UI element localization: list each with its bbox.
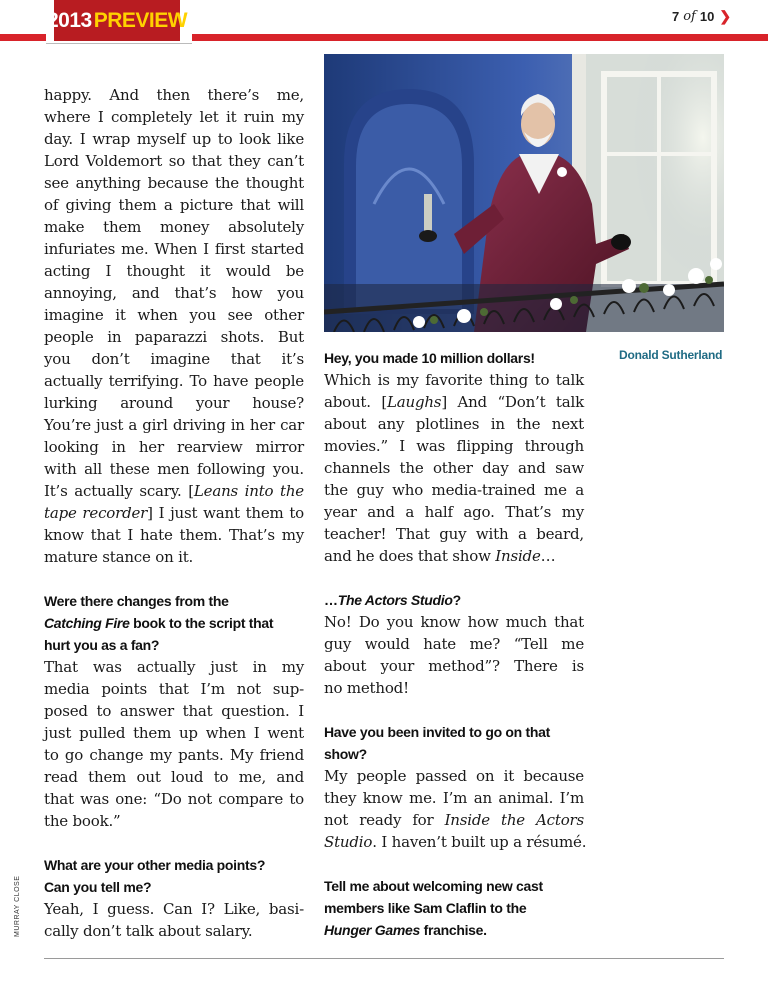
question-heading: show?	[324, 746, 367, 762]
text-run: It’s actually scary. [	[44, 482, 194, 500]
text-line: looking in her rearview mirror	[44, 438, 304, 456]
text-line: know that I hate them. That’s my	[44, 526, 304, 544]
text-line: to go change my pants. My friend	[44, 746, 304, 764]
text-line: media points that I’m not sup-	[44, 680, 304, 698]
show-title: Inside the Actors	[444, 811, 584, 829]
badge-year: 2013	[46, 8, 92, 32]
paragraph-gap	[324, 853, 584, 875]
text-line: where I completely let it ruin my	[44, 108, 304, 126]
article-photo	[324, 54, 724, 332]
text-line: movies.” I was flipping through	[324, 437, 584, 455]
text-line: actually terrifying. To have people	[44, 372, 304, 390]
text-run: not ready for	[324, 811, 445, 829]
text-line: That was actually just in my	[44, 658, 304, 676]
question-heading: members like Sam Claflin to the	[324, 900, 527, 916]
text-line: about any plotlines in the next	[324, 415, 584, 433]
text-line: mature stance on it.	[44, 548, 194, 566]
question-heading: Can you tell me?	[44, 879, 152, 895]
text-line: year and a half ago. That’s my	[324, 503, 584, 521]
text-line: with all these men following you.	[44, 460, 304, 478]
text-run: book to the script that	[129, 615, 274, 631]
text-line: that was one: “Do not compare to	[44, 790, 304, 808]
section-badge-frame	[46, 0, 192, 44]
show-title: The Actors Studio	[337, 592, 453, 608]
show-title: Inside	[495, 547, 541, 565]
question-heading	[324, 919, 584, 941]
text-line: make them money absolutely	[44, 218, 304, 236]
page-total: 10	[699, 9, 715, 24]
paragraph-gap	[44, 568, 304, 590]
paragraph-gap	[324, 567, 584, 589]
text-run: …	[540, 547, 556, 565]
question-heading: What are your other media points?	[44, 857, 266, 873]
text-run: …	[324, 592, 338, 608]
paragraph-gap	[324, 699, 584, 721]
paragraph-gap	[44, 832, 304, 854]
text-line: You’re just a girl driving in her car	[44, 416, 304, 434]
text-line: infuriates me. When I first started	[44, 240, 304, 258]
text-line	[324, 391, 584, 413]
text-line: Which is my favorite thing to talk	[324, 371, 584, 389]
stage-direction: tape recorder	[44, 504, 148, 522]
text-line: No! Do you know how much that	[324, 613, 584, 631]
text-run: about. [	[324, 393, 387, 411]
text-run: franchise.	[420, 922, 487, 938]
text-line: about your method”? There is	[324, 657, 584, 675]
text-line: My people passed on it because	[324, 767, 584, 785]
text-line: read them out loud to me, and	[44, 768, 304, 786]
text-line: cally don’t talk about salary.	[44, 922, 253, 940]
text-line: the book.”	[44, 812, 121, 830]
text-line	[324, 831, 587, 853]
question-heading: Have you been invited to go on that	[324, 724, 550, 740]
text-line: no method!	[324, 679, 409, 697]
page-of: of	[683, 9, 696, 24]
text-line: channels the other day and saw	[324, 459, 584, 477]
photo-illustration	[324, 54, 724, 332]
text-line: acting I thought it would be	[44, 262, 304, 280]
text-line	[324, 809, 584, 831]
page-current: 7	[672, 9, 680, 24]
question-heading: Hey, you made 10 million dollars!	[324, 350, 535, 366]
text-line: the guy who media-trained me a	[324, 481, 584, 499]
text-line	[44, 502, 304, 524]
section-badge	[46, 0, 188, 41]
text-line: annoying, and that’s how you	[44, 284, 304, 302]
question-heading: Were there changes from the	[44, 593, 229, 609]
text-line: day. I wrap myself up to look like	[44, 130, 304, 148]
question-heading	[44, 612, 304, 634]
text-run: ] And “Don’t talk	[441, 393, 584, 411]
film-title: Hunger Games	[324, 922, 420, 938]
text-line: of giving them a picture that will	[44, 196, 304, 214]
badge-word: PREVIEW	[93, 8, 188, 32]
text-line: see anything because the thought	[44, 174, 304, 192]
page-indicator	[672, 8, 731, 25]
text-line: posed to answer that question. I	[44, 702, 304, 720]
stage-direction: Laughs	[386, 393, 442, 411]
text-line: just pulled them up when I went	[44, 724, 304, 742]
photo-credit: MURRAY CLOSE	[14, 875, 21, 937]
text-line: Lord Voldemort so that they can’t	[44, 152, 304, 170]
text-run: and he does that show	[324, 547, 496, 565]
photo-caption: Donald Sutherland	[619, 348, 723, 362]
text-line: guy would hate me? “Tell me	[324, 635, 584, 653]
text-line: you don’t imagine that it’s	[44, 350, 304, 368]
text-line: happy. And then there’s me,	[44, 86, 304, 104]
text-line: Yeah, I guess. Can I? Like, basi-	[44, 900, 304, 918]
article-column-left	[44, 84, 304, 942]
text-line: they know me. I’m an animal. I’m	[324, 789, 584, 807]
show-title: Studio	[324, 833, 373, 851]
text-line: people in paparazzi shots. But	[44, 328, 304, 346]
text-run: ] I just want them to	[147, 504, 304, 522]
text-line: lurking around your house?	[44, 394, 304, 412]
text-line	[44, 480, 304, 502]
bottom-divider	[44, 958, 724, 959]
text-run: . I haven’t built up a résumé.	[372, 833, 587, 851]
text-run: ?	[452, 592, 461, 608]
stage-direction: Leans into the	[193, 482, 304, 500]
question-heading: Tell me about welcoming new cast	[324, 878, 543, 894]
question-heading	[324, 589, 584, 611]
question-heading: hurt you as a fan?	[44, 637, 160, 653]
text-line: teacher! That guy with a beard,	[324, 525, 584, 543]
chevron-right-icon[interactable]: ❯	[719, 8, 732, 24]
text-line	[324, 545, 584, 567]
text-line: imagine it when you see other	[44, 306, 304, 324]
book-title: Catching Fire	[44, 615, 130, 631]
article-column-right	[324, 347, 587, 941]
